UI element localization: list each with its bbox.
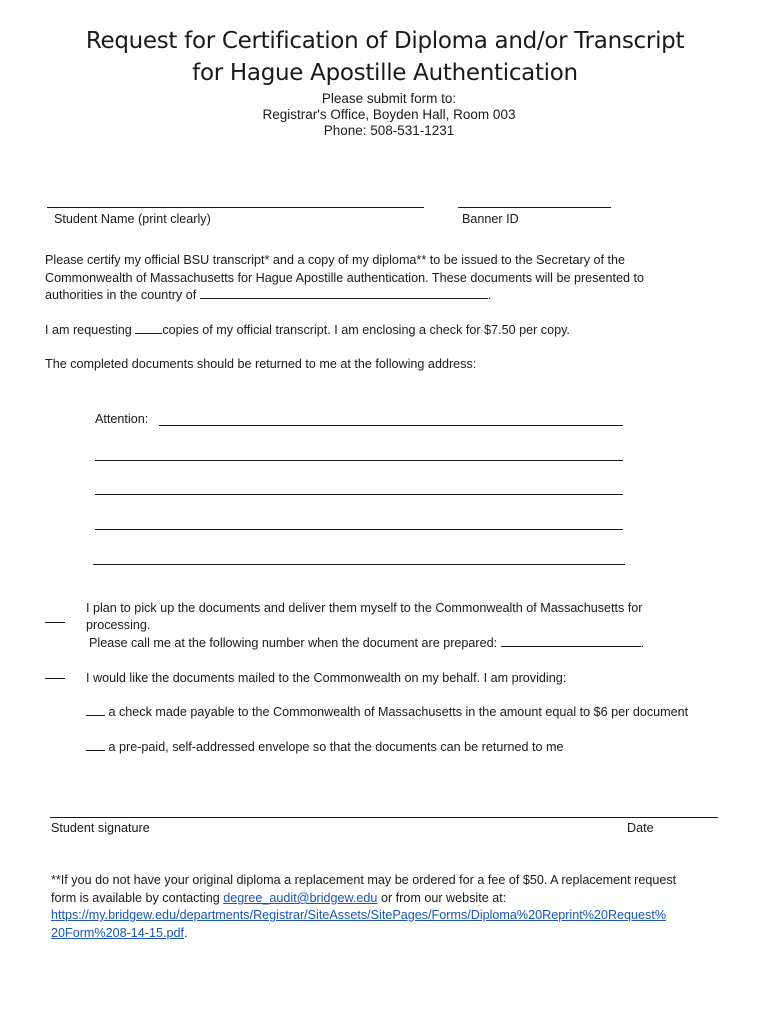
pickup-checkbox-blank[interactable]	[45, 622, 65, 623]
website-link-part1[interactable]: https://my.bridgew.edu/departments/Registrar/SiteAssets/SitePages/Forms/Diploma%20Reprint%20Request%	[51, 908, 667, 922]
banner-id-label: Banner ID	[462, 212, 519, 226]
copies-line	[45, 322, 570, 339]
envelope-option-blank[interactable]	[86, 739, 105, 751]
student-name-field[interactable]	[47, 207, 424, 208]
certify-text-line1: Please certify my official BSU transcript* and a copy of my diploma** to be issued to the Secretary of the	[45, 253, 626, 267]
country-prefix: authorities in the country of	[45, 288, 197, 302]
pickup-text-line2: processing.	[86, 618, 151, 632]
pickup-phone-line	[89, 635, 644, 652]
address-line-4[interactable]	[93, 564, 625, 565]
country-line	[45, 287, 491, 304]
pickup-text-line1: I plan to pick up the documents and deliver them myself to the Commonwealth of Massachusetts for	[86, 601, 643, 615]
address-line-2[interactable]	[95, 494, 623, 495]
return-address-text: The completed documents should be returned to me at the following address:	[45, 357, 477, 371]
envelope-option-text: a pre-paid, self-addressed envelope so that the documents can be returned to me	[108, 740, 564, 754]
check-option-blank[interactable]	[86, 704, 105, 716]
website-link-part2[interactable]: 20Form%208-14-15.pdf	[51, 926, 185, 940]
footnote-end-period: .	[184, 926, 188, 940]
student-signature-label: Student signature	[51, 821, 150, 835]
footnote-line1: **If you do not have your original diploma a replacement may be ordered for a fee of $50. A replacement request	[51, 873, 677, 887]
footnote-line2	[51, 890, 506, 907]
attention-field[interactable]	[159, 425, 623, 426]
attention-label: Attention:	[95, 412, 149, 426]
check-option-text: a check made payable to the Commonwealth of Massachusetts in the amount equal to $6 per document	[108, 705, 689, 719]
country-field[interactable]	[200, 287, 488, 299]
certify-text-line2: Commonwealth of Massachusetts for Hague Apostille authentication. These documents will be presented to	[45, 271, 645, 285]
form-title-line1: Request for Certification of Diploma and/or Transcript	[85, 28, 685, 54]
copies-count-field[interactable]	[135, 322, 162, 334]
address-line-1[interactable]	[95, 460, 623, 461]
email-link[interactable]: degree_audit@bridgew.edu	[223, 891, 378, 905]
form-title-line2: for Hague Apostille Authentication	[192, 60, 578, 86]
copies-suffix: copies of my official transcript. I am enclosing a check for $7.50 per copy.	[162, 323, 570, 337]
check-option	[86, 704, 688, 721]
pickup-phone-prefix: Please call me at the following number when the document are prepared:	[89, 636, 498, 650]
address-line-3[interactable]	[95, 529, 623, 530]
footnote-line2-prefix: form is available by contacting	[51, 891, 220, 905]
student-name-label: Student Name (print clearly)	[54, 212, 211, 226]
website-link-line2[interactable]	[51, 925, 188, 942]
mail-option-text: I would like the documents mailed to the Commonwealth on my behalf. I am providing:	[86, 671, 567, 685]
pickup-phone-field[interactable]	[501, 635, 641, 647]
footnote-line2-suffix: or from our website at:	[380, 891, 507, 905]
country-period: .	[487, 288, 492, 302]
website-link-line1[interactable]	[51, 907, 666, 924]
banner-id-field[interactable]	[458, 207, 611, 208]
copies-prefix: I am requesting	[45, 323, 132, 337]
pickup-phone-period: .	[640, 636, 645, 650]
signature-field[interactable]	[50, 817, 718, 818]
envelope-option	[86, 739, 564, 756]
submit-phone: Phone: 508-531-1231	[323, 123, 455, 138]
submit-instruction: Please submit form to:	[321, 91, 457, 106]
submit-office: Registrar's Office, Boyden Hall, Room 003	[262, 107, 516, 122]
date-label: Date	[627, 821, 654, 835]
mail-checkbox-blank[interactable]	[45, 678, 65, 679]
